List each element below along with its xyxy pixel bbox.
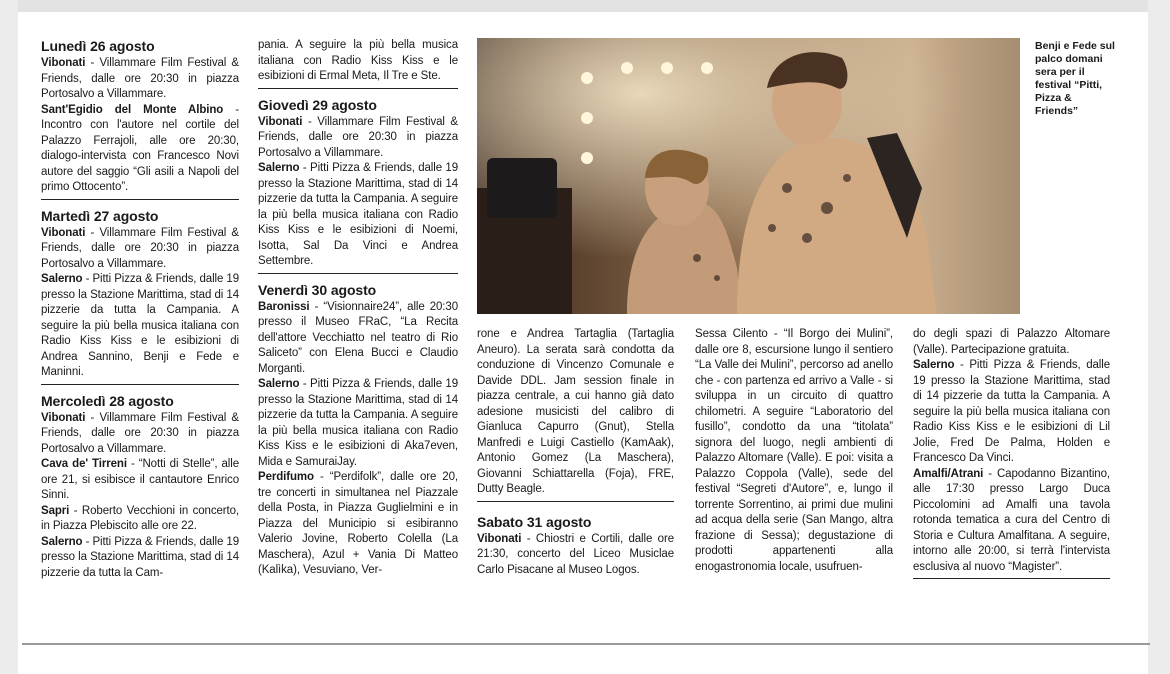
event-place: Vibonati (41, 411, 86, 424)
event-text: - Villammare Film Festival & Friends, dalle ore 20:30 in piazza Portosalvo a Villammare. (258, 115, 458, 159)
day-heading: Mercoledì 28 agosto (41, 392, 174, 409)
event-place: Vibonati (41, 226, 86, 239)
section-venerdi-cont (477, 327, 674, 502)
event-text: - Villammare Film Festival & Friends, dalle ore 20:30 in piazza Portosalvo a Villammare. (41, 226, 239, 270)
event-entry (41, 272, 239, 381)
event-text: - “Perdifolk”, dalle ore 20, tre concerti in simultanea nel Piazzale della Posta, in Piazza Guglielmini e in Piazza del Municipio si esibiranno Valerio Jovine, Roberto Colella (La Maschera), Azul + Vania Di Matteo (Kalìka), Vesuviano, Ver- (258, 471, 458, 576)
event-text: - Capodanno Bizantino, alle 17:30 presso Largo Duca Piccolomini ad Amalfi una tavola rotonda tematica a cura del Centro di Storia e Cultura Amalfitana. A seguire, intorno alle 20:00, si terrà l'intervista esclusiva al nuovo “Magister”. (913, 467, 1110, 573)
event-entry (258, 470, 458, 579)
event-place: Perdifumo (258, 471, 314, 483)
section-venerdi (258, 282, 458, 579)
event-entry (41, 56, 239, 103)
column-4 (695, 327, 893, 575)
event-text-continued: rone e Andrea Tartaglia (Tartaglia Aneuro). La serata sarà condotta da conduzione di Vincenzo Comunale e Davide DDL. Jam session finale in piazza centrale, a cui hanno già dato adesione musicisti del calibro di Gianluca Capurro (Gnut), Stella Manfredi e Luigi Castiello (KamAak), Antonio Gomez (La Maschera), Giovanni Schiattarella (Foja), FRE, Dutty Beagle. (477, 328, 674, 495)
event-text: - Pitti Pizza & Friends, dalle 19 presso la Stazione Marittima, stad di 14 pizzerie da tutta la Campania. A seguire la più bella musica italiana con Radio Kiss Kiss e le esibizioni di Aka7even, Mida e SamuraiJay. (258, 378, 458, 468)
event-entry (41, 103, 239, 196)
column-5 (913, 327, 1110, 579)
photo-caption: Benji e Fede sul palco domani sera per il festival “Pitti, Pizza & Friends” (1035, 40, 1115, 117)
event-place: Salerno (41, 535, 83, 548)
event-place: Vibonati (477, 532, 522, 545)
event-text: - Pitti Pizza & Friends, dalle 19 presso la Stazione Marittima, stad di 14 pizzerie da tutta la Cam- (41, 535, 239, 579)
event-place: Baronissi (258, 300, 310, 313)
event-place: Sapri (41, 504, 70, 517)
day-heading: Martedì 27 agosto (41, 207, 159, 224)
column-1 (41, 30, 239, 581)
section-martedi (41, 208, 239, 385)
event-text-continued: do degli spazi di Palazzo Altomare (Valle). Partecipazione gratuita. (913, 328, 1110, 356)
event-text: - Pitti Pizza & Friends, dalle 19 presso la Stazione Marittima, stad di 14 pizzerie da tutta la Campania. A seguire la più bella musica italiana con Radio Kiss Kiss e le esibizioni di Noemi, Isotta, Sal Da Vinci e Andrea Settembre. (258, 162, 458, 267)
event-place: Amalfi/Atrani (913, 467, 984, 480)
section-sabato-cont (913, 327, 1110, 579)
event-text: - Chiostri e Cortili, dalle ore 21:30, concerto del Liceo Musiclae Carlo Pisacane al Museo Logos. (477, 532, 674, 576)
day-heading: Sabato 31 agosto (477, 513, 592, 530)
concert-photo (477, 38, 1020, 314)
event-text: - “Notti di Stelle”, alle ore 21, si esibisce il cantautore Enrico Sinni. (41, 458, 240, 501)
section-mercoledi-cont (258, 38, 458, 89)
event-entry (41, 504, 239, 535)
event-text-continued: pania. A seguire la più bella musica italiana con Radio Kiss Kiss e le esibizioni di Ermal Meta, Il Tre e Ste. (258, 39, 458, 82)
day-heading: Venerdì 30 agosto (258, 281, 377, 298)
day-heading: Lunedì 26 agosto (41, 38, 155, 54)
event-text: - “Visionnaire24”, alle 20:30 presso il Museo FRaC, “La Recita dell'attore Vecchiatto nel teatro di Rio Saliceto” con Elena Bucci e Claudio Morganti. (258, 300, 458, 375)
event-place: Cava de' Tirreni (41, 458, 127, 470)
frame-right (1148, 0, 1170, 674)
event-text: - Pitti Pizza & Friends, dalle 19 presso la Stazione Marittima, stad di 14 pizzerie da tutta la Campania. A seguire la più bella musica italiana con Radio Kiss Kiss e le esibizioni di Lil Jolie, Fred De Palma, Holden e Francesco Da Vinci. (913, 359, 1110, 464)
frame-top (0, 0, 1170, 12)
column-3 (477, 327, 674, 578)
photo-illustration (477, 38, 1020, 314)
event-entry (258, 377, 458, 470)
frame-left (0, 0, 18, 674)
event-entry (258, 300, 458, 378)
event-text: - Villammare Film Festival & Friends, dalle ore 20:30 in piazza Portosalvo a Villammare. (41, 57, 239, 100)
event-place: Salerno (913, 359, 955, 371)
section-sabato (477, 514, 674, 579)
event-place: Salerno (41, 273, 83, 285)
section-giovedi (258, 97, 458, 274)
event-text: - Roberto Vecchioni in concerto, in Piazza Plebiscito alle ore 22. (41, 504, 239, 532)
event-place: Vibonati (41, 57, 86, 69)
event-entry (913, 467, 1110, 576)
event-entry (41, 535, 239, 582)
event-entry (41, 411, 239, 458)
event-entry (477, 532, 674, 579)
event-entry (258, 115, 458, 162)
day-heading: Giovedì 29 agosto (258, 96, 377, 113)
event-place: Sant'Egidio del Monte Albino (41, 103, 224, 116)
event-place: Salerno (258, 162, 300, 174)
section-mercoledi (41, 393, 239, 582)
event-place: Vibonati (258, 115, 303, 128)
section-lunedi (41, 38, 239, 200)
event-entry (41, 457, 239, 504)
event-entry: Sessa Cilento - “Il Borgo dei Mulini”, dalle ore 8, escursione lungo il sentiero “La Valle dei Mulini”, percorso ad anello che - con partenza ed arrivo a Valle - si sviluppa in un circuito di quattro chilometri. A seguire “Laboratorio del fusillo”, condotto da una “titolata” signora del luogo, negli ambienti di Palazzo Altomare (Valle). E poi: visita a Palazzo Coppola (Valle), sede del festival “Segreti d'Autore”, e, lungo il torrente Sorrentino, ai primi due mulini ad acqua della serie (San Mango, altra frazione di Sessa); degustazione di prodotti appartenenti alla enogastronomia locale, usufruen- (695, 328, 893, 573)
bottom-rule (22, 643, 1150, 645)
event-entry (913, 358, 1110, 467)
event-entry (258, 161, 458, 270)
event-text: - Incontro con l'autore nel cortile del Palazzo Ferrajoli, alle ore 20:30, dialogo-intervista con Francesco Novi autore del saggio “Gli asili a Napoli del primo Ottocento”. (41, 103, 240, 193)
event-place: Salerno (258, 378, 300, 390)
event-text: - Villammare Film Festival & Friends, dalle ore 20:30 in piazza Portosalvo a Villammare. (41, 411, 239, 455)
event-text: - Pitti Pizza & Friends, dalle 19 presso la Stazione Marittima, stad di 14 pizzerie da tutta la Campania. A seguire la più bella musica italiana con Radio Kiss Kiss e le esibizioni di Andrea Sannino, Benji e Fede e Maninni. (41, 273, 239, 378)
event-entry (41, 226, 239, 273)
column-2 (258, 38, 458, 579)
